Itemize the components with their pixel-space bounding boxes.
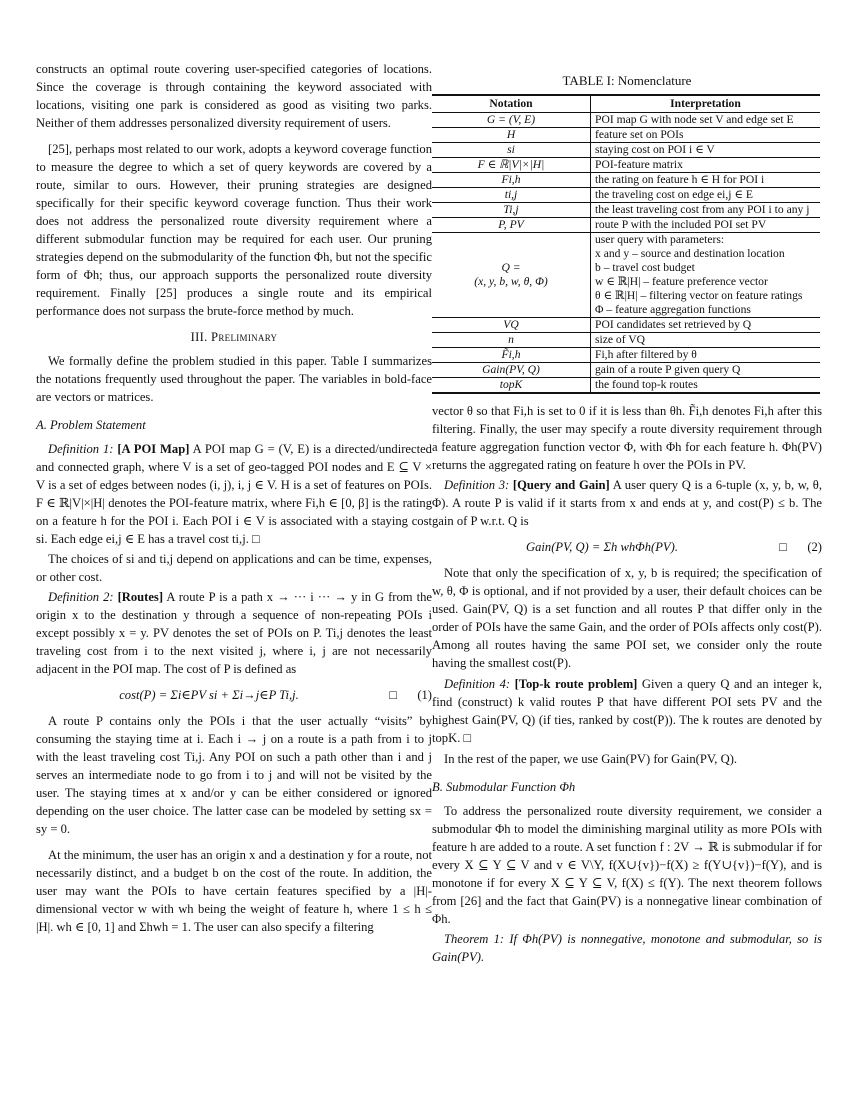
equation-1 [36,686,432,704]
definition-1 [36,440,432,548]
theorem-1-label: Theorem 1: [444,932,505,946]
choices-paragraph: The choices of si and ti,j depend on applications and can be time, expenses, or other cost. [36,552,432,584]
equation-1-body: cost(P) = Σi∈PV si + Σi→j∈P Ti,j. [119,688,299,702]
table-row [432,158,820,173]
table-row [432,348,820,363]
table-caption: TABLE I: Nomenclature [562,73,692,88]
nomenclature-table [432,94,820,394]
section-title-preliminary: III. Preliminary [190,330,278,344]
notation-cell: Ti,j [432,203,591,218]
definition-3-name: [Query and Gain] [512,478,610,492]
interpretation-cell: POI map G with node set V and edge set E [591,113,821,128]
definition-1-text: A POI map G = (V, E) is a directed/undirected and connected graph, where V is a set of geo-tagged POI nodes and E ⊆ V × V is a set of edges between nodes (i, j), i, j ∈ V. H is a set of features on POIs. F ∈ ℝ|V|×|H| denotes the POI-feature matrix, where Fi,h ∈ [0, β] is the rating on a feature h for the POI i. Each POI i ∈ V is associated with a staying cost si. Each edge ei,j ∈ E has a travel cost ti,j. □ [36,442,432,546]
definition-4-text: Given a query Q and an integer k, find (construct) k valid routes P that have different POI sets PV and the highest Gain(PV, Q) (if ties, ranked by cost(P)). The k routes are denoted by topK. □ [432,677,822,745]
table-row [432,378,820,394]
vector-paragraph: vector θ so that Fi,h is set to 0 if it is less than θh. F̃i,h denotes Fi,h after this filtering. Finally, the user may specify a route diversity requirement through a feature aggregation function vector Φ, with Φh for each feature h. Φh(PV) returns the aggregated rating on feature h over the POIs in PV. [432,404,822,472]
table-row [432,143,820,158]
notation-cell: Gain(PV, Q) [432,363,591,378]
interpretation-cell: POI candidates set retrieved by Q [591,318,821,333]
table-row [432,173,820,188]
table-row-query [432,233,820,318]
interpretation-cell: the found top-k routes [591,378,821,394]
definition-1-label: Definition 1: [48,442,114,456]
definition-3 [432,476,822,530]
definition-3-text: A user query Q is a 6-tuple (x, y, b, w, θ, Φ). A route P is valid if it starts from x and ends at y, and cost(P) ≤ b. The gain of P w.r.t. Q is [432,478,822,528]
notation-cell: ti,j [432,188,591,203]
table-body [432,113,820,394]
interpretation-cell: the traveling cost on edge ei,j ∈ E [591,188,821,203]
definition-2 [36,588,432,678]
query-parameter-line: b – travel cost budget [595,261,695,274]
table-row [432,218,820,233]
interpretation-cell: size of VQ [591,333,821,348]
equation-1-number: (1) [417,688,432,702]
notation-cell: n [432,333,591,348]
subsection-problem-statement: A. Problem Statement [36,418,146,432]
header-interpretation: Interpretation [591,95,821,113]
equation-2 [432,538,822,556]
definition-2-name: [Routes] [117,590,164,604]
definition-4 [432,675,822,747]
definition-2-label: Definition 2: [48,590,114,604]
table-row [432,128,820,143]
notation-cell: Fi,h [432,173,591,188]
table-row [432,333,820,348]
interpretation-cell: gain of a route P given query Q [591,363,821,378]
notation-cell: P, PV [432,218,591,233]
preliminary-paragraph: We formally define the problem studied in this paper. Table I summarizes the notations frequently used throughout the paper. The variables in bold-face are vectors or matrices. [36,354,432,404]
subsection-submodular: B. Submodular Function Φh [432,780,576,794]
notation-cell: VQ [432,318,591,333]
right-column [432,72,822,966]
interpretation-cell: the rating on feature h ∈ H for POI i [591,173,821,188]
route-paragraph: A route P contains only the POIs i that the user actually “visits” by consuming the staying time at i. Each i → j on a route is a path from i to j with the least traveling cost Ti,j. Any POI on such a path other than i and j serves an intermediate node to go from i to j and will not be visited by the user. The staying times at x and/or y can be either considered or ignored depending on the user choice. The latter case can be modeled by setting sx = sy = 0. [36,714,432,836]
notation-cell: H [432,128,591,143]
equation-2-number: (2) [807,540,822,554]
table-row [432,363,820,378]
interpretation-cell: route P with the included POI set PV [591,218,821,233]
table-row [432,318,820,333]
interpretation-cell: the least traveling cost from any POI i to any j [591,203,821,218]
notation-cell: si [432,143,591,158]
notation-cell: F ∈ ℝ|V|×|H| [432,158,591,173]
rest-paragraph: In the rest of the paper, we use Gain(PV) for Gain(PV, Q). [444,752,738,766]
query-parameter-line: x and y – source and destination location [595,247,785,260]
equation-2-body: Gain(PV, Q) = Σh whΦh(PV). [526,540,678,554]
notation-cell: F̃i,h [432,348,591,363]
table-row [432,188,820,203]
definition-4-name: [Top-k route problem] [514,677,638,691]
notation-cell-query [432,233,591,318]
interpretation-cell: Fi,h after filtered by θ [591,348,821,363]
left-column [36,60,432,936]
header-notation: Notation [432,95,591,113]
definition-2-text: A route P is a path x → ··· i ··· → y in G from the origin x to the destination y through a sequence of non-repeating POIs i except possibly x = y. PV denotes the set of POIs on P. Ti,j denotes the least traveling cost from i to the next visited j, where i, j are not necessarily adjacent in the POI map. The cost of P is defined as [36,590,432,676]
interpretation-cell: POI-feature matrix [591,158,821,173]
equation-2-qed: □ [779,540,787,554]
ref25-paragraph: [25], perhaps most related to our work, adopts a keyword coverage function to measure the degree to which a set of query keywords are covered by a route, similar to ours. However, their pruning strategies are designed specifically for their specific keyword coverage function. Thus their work does not address the personalized route diversity requirement where a different submodular function may be required for each user. Our pruning strategies depend on the submodularity of the function Φh, but not the specific form of Φh; thus, our approach supports the personalized route diversity requirement. Finally [25] produces a single route and its empirical performance does not surpass the brute-force method by much. [36,142,432,318]
interpretation-cell: staying cost on POI i ∈ V [591,143,821,158]
interpretation-cell-query [591,233,821,318]
query-parameter-line: θ ∈ ℝ|H| – filtering vector on feature ratings [595,289,803,302]
query-parameter-line: Φ – feature aggregation functions [595,303,751,316]
minimum-paragraph: At the minimum, the user has an origin x and a destination y for a route, not necessarily distinct, and a budget b on the cost of the route. In addition, the user may want the POIs to have certain features specified by a |H|-dimensional vector w with wh being the weight of feature h, where 1 ≤ h ≤ |H|. wh ∈ [0, 1] and Σhwh = 1. The user can also specify a filtering [36,848,432,934]
definition-4-label: Definition 4: [444,677,511,691]
equation-1-qed: □ [389,688,397,702]
intro-paragraph: constructs an optimal route covering user-specified categories of locations. Since the coverage is through containing the keyword associated with locations, visiting one park is considered as good as visiting two parks. Neither of them addresses personalized diversity requirement of users. [36,62,432,130]
definition-3-label: Definition 3: [444,478,510,492]
query-parameter-line: w ∈ ℝ|H| – feature preference vector [595,275,768,288]
query-notation-top: Q = [501,261,521,274]
interpretation-cell: feature set on POIs [591,128,821,143]
table-row [432,113,820,128]
note-paragraph: Note that only the specification of x, y, b is required; the specification of w, θ, Φ is optional, and if not provided by a user, their default choices can be used. Gain(PV, Q) is a set function and all routes P that differ only in the order of POIs have the same Gain, and the order of POIs affects only cost(P). Among all routes having the same POI set, we consider only the route having the smallest cost(P). [432,566,822,670]
theorem-1-text: If Φh(PV) is nonnegative, monotone and submodular, so is Gain(PV). [432,932,822,964]
table-header-row [432,95,820,113]
definition-1-name: [A POI Map] [117,442,190,456]
submodular-paragraph: To address the personalized route diversity requirement, we consider a submodular Φh to model the diminishing marginal utility as more POIs with feature h are added to a route. A set function f : 2V → ℝ is submodular if for every X ⊆ Y ⊆ V and v ∈ V\Y, f(X∪{v})−f(X) ≥ f(Y∪{v})−f(Y), and is monotone if for every X ⊆ Y ⊆ V, f(X) ≤ f(Y). The next theorem follows from [26] and the fact that Gain(PV) is a nonnegative linear combination of Φh. [432,804,822,926]
query-parameter-line: user query with parameters: [595,233,725,246]
table-row [432,203,820,218]
notation-cell: topK [432,378,591,394]
theorem-1 [432,930,822,966]
query-notation-bottom: (x, y, b, w, θ, Φ) [474,275,548,288]
notation-cell: G = (V, E) [432,113,591,128]
